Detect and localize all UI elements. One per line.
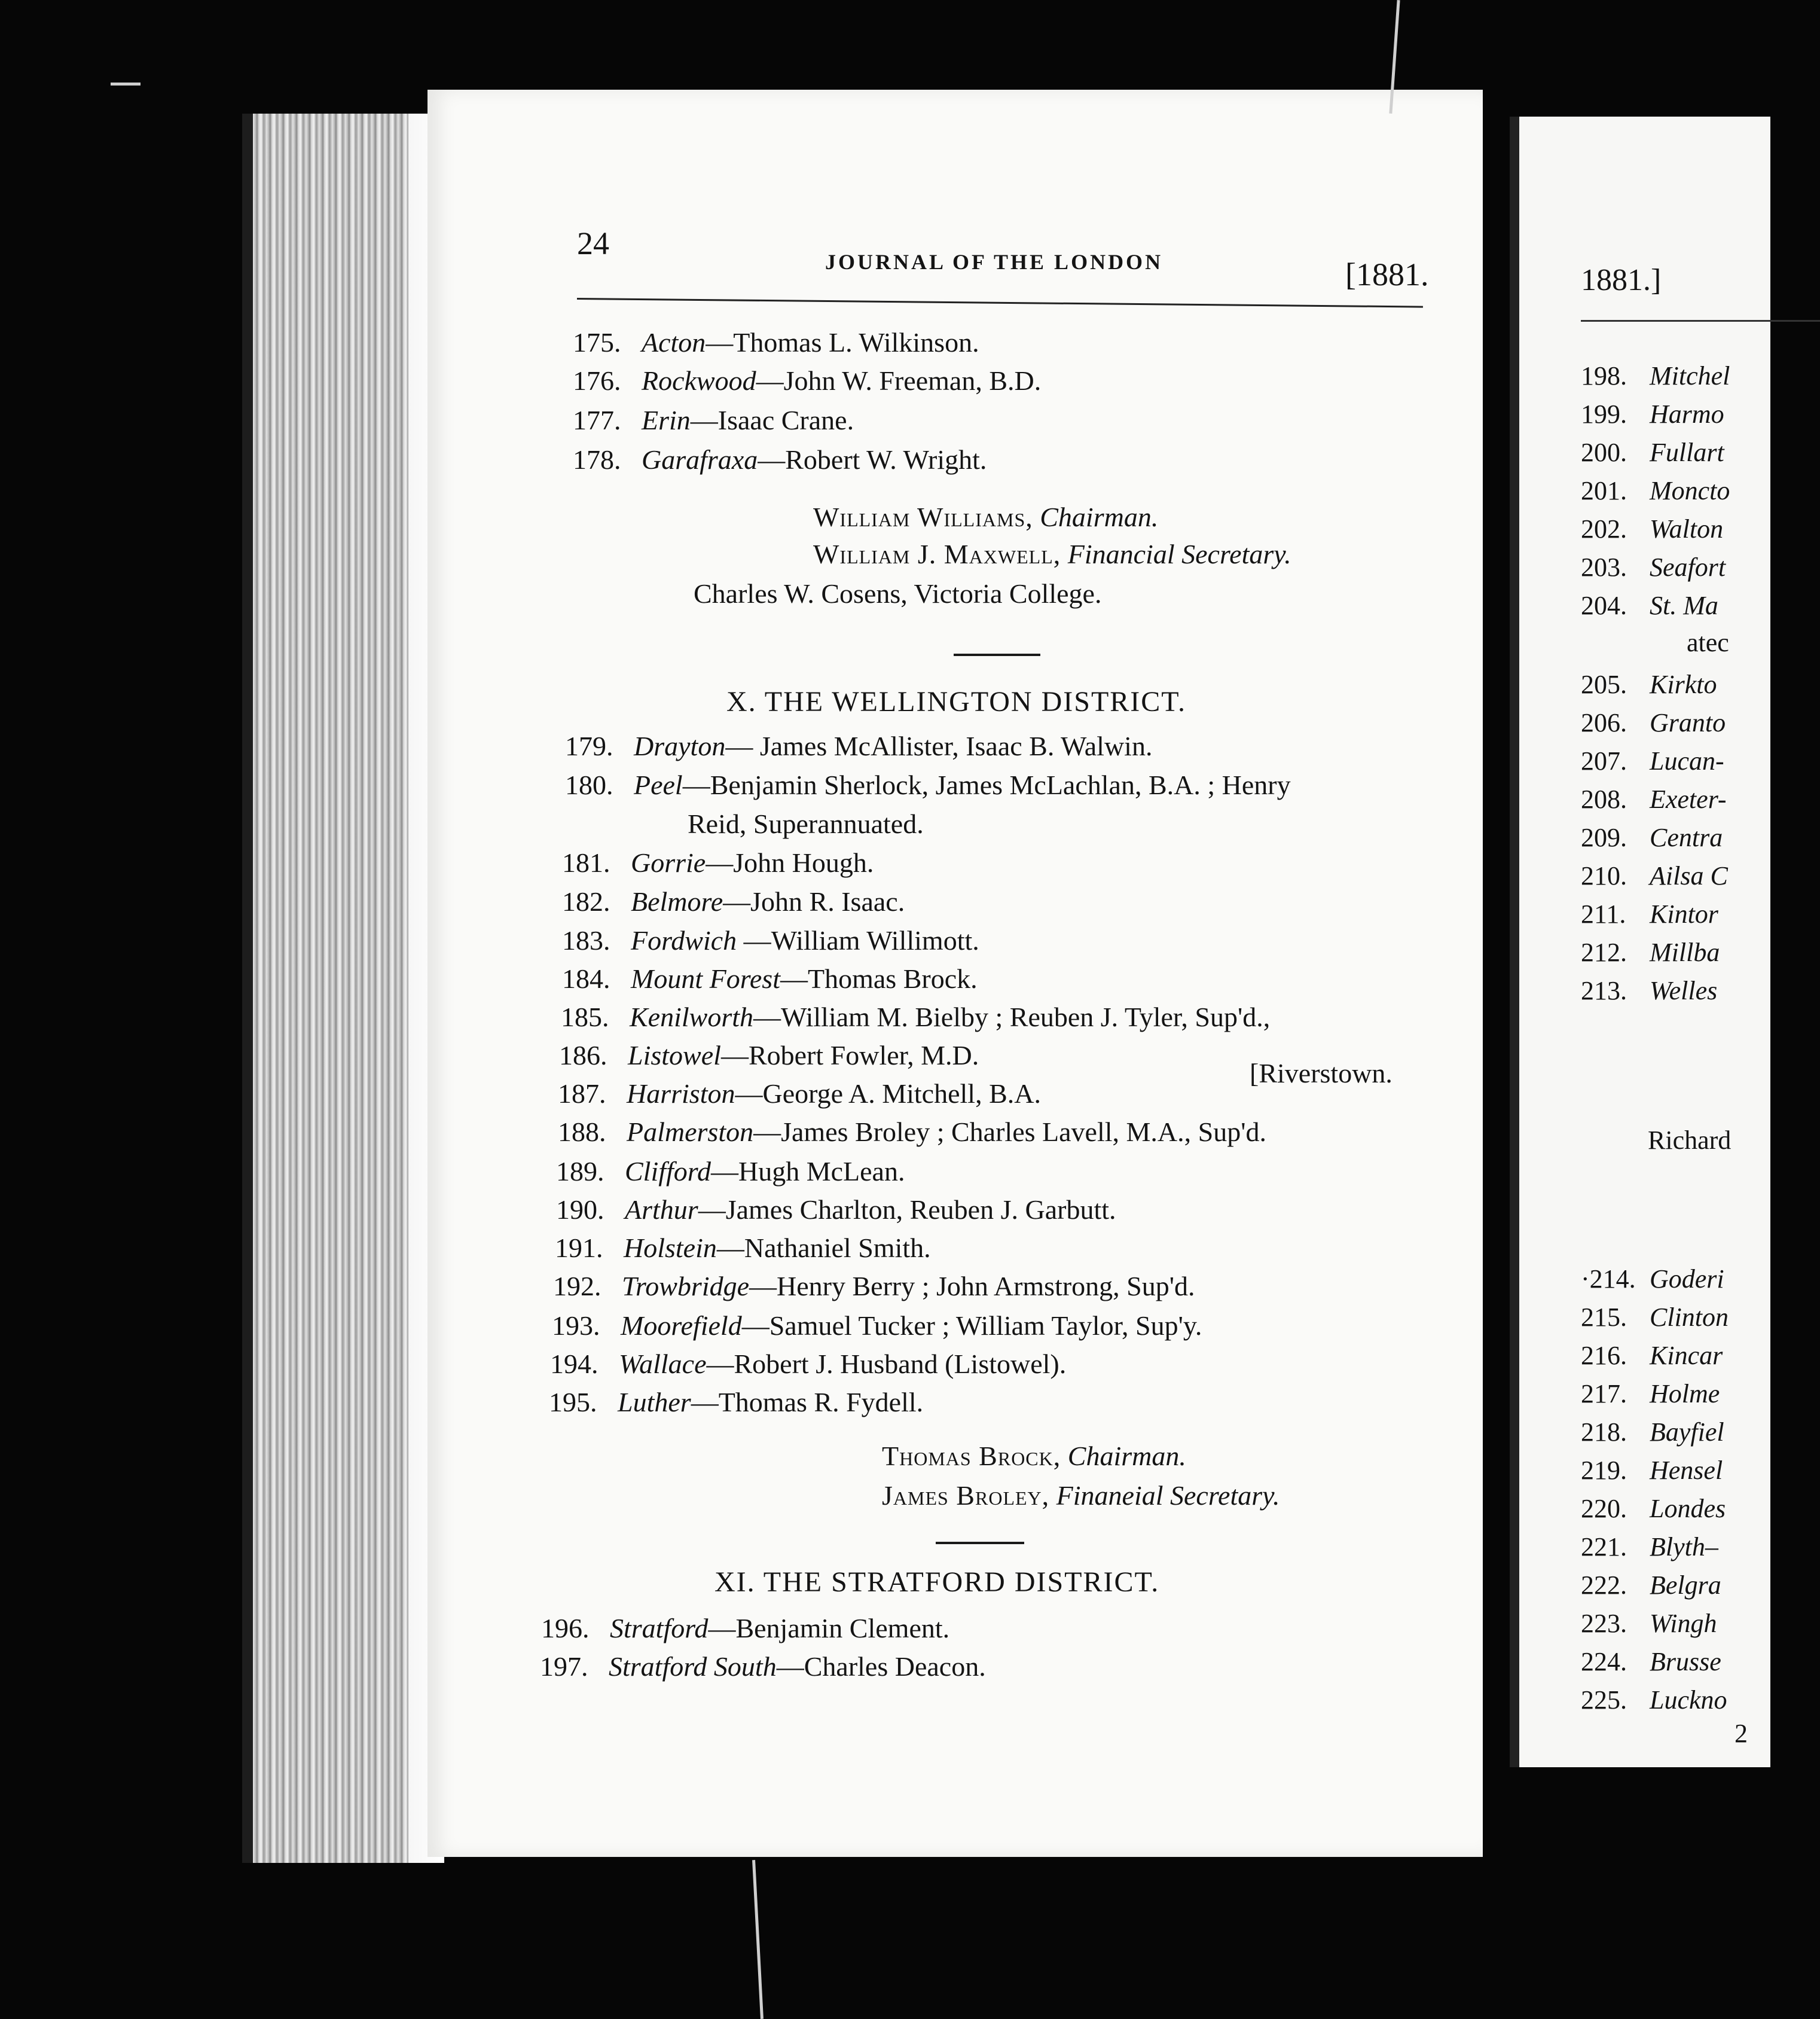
list-item bbox=[1581, 478, 1730, 504]
entry-names: —William M. Bielby ; Reuben J. Tyler, Sup'd., bbox=[753, 1002, 1271, 1032]
entry-place: Belmore bbox=[631, 886, 723, 917]
chairman-name: Thomas Brock, bbox=[882, 1441, 1061, 1471]
signature-secretary bbox=[813, 541, 1291, 568]
entry-number: 207. bbox=[1581, 746, 1627, 776]
entry-number: 213. bbox=[1581, 976, 1627, 1005]
entry-number: 211. bbox=[1581, 899, 1626, 929]
entry-names: —Henry Berry ; John Armstrong, Sup'd. bbox=[749, 1271, 1195, 1301]
entry-place: Brusse bbox=[1650, 1647, 1721, 1676]
list-item bbox=[1581, 672, 1717, 698]
list-item bbox=[1581, 978, 1717, 1004]
entry-names: —Nathaniel Smith. bbox=[716, 1233, 931, 1263]
secretary-role: Finaneial Secretary. bbox=[1056, 1480, 1280, 1511]
entry-place: Wallace bbox=[619, 1349, 707, 1379]
entry-place: St. Ma bbox=[1650, 591, 1718, 620]
list-item bbox=[1581, 1496, 1726, 1522]
entry-number: 218. bbox=[1581, 1417, 1627, 1447]
entry-place: Fullart bbox=[1650, 438, 1724, 467]
list-item bbox=[573, 329, 979, 356]
list-item bbox=[1581, 748, 1724, 774]
list-item bbox=[1581, 363, 1730, 389]
list-item bbox=[1581, 1687, 1727, 1713]
entry-names: —Charles Deacon. bbox=[776, 1651, 986, 1682]
entry-place: Blyth– bbox=[1650, 1532, 1718, 1561]
entry-place: Holstein bbox=[624, 1233, 717, 1263]
list-item bbox=[1581, 554, 1726, 581]
entry-number: 198. bbox=[1581, 361, 1627, 391]
entry-place: Londes bbox=[1650, 1494, 1726, 1523]
entry-names: —Isaac Crane. bbox=[690, 405, 854, 435]
entry-number: 176. bbox=[573, 365, 621, 396]
list-item bbox=[1581, 710, 1726, 736]
list-item bbox=[573, 446, 987, 474]
entry-number: 202. bbox=[1581, 514, 1627, 544]
list-item bbox=[550, 1350, 1066, 1378]
list-item bbox=[562, 888, 905, 916]
secretary-name: William J. Maxwell, bbox=[813, 539, 1061, 569]
chairman-role: Chairman. bbox=[1040, 502, 1159, 532]
entry-number: 177. bbox=[573, 405, 621, 435]
entry-number: 204. bbox=[1581, 591, 1627, 620]
entry-number: 200. bbox=[1581, 438, 1627, 467]
entry-place: Belgra bbox=[1650, 1570, 1721, 1600]
list-item bbox=[541, 1615, 949, 1642]
entry-number: 219. bbox=[1581, 1456, 1627, 1485]
list-item bbox=[552, 1312, 1202, 1340]
entry-place: Mount Forest bbox=[631, 963, 780, 994]
secretary-role: Financial Secretary. bbox=[1067, 539, 1291, 569]
entry-names: —Thomas R. Fydell. bbox=[691, 1387, 924, 1417]
entry-place: Clifford bbox=[625, 1156, 711, 1187]
list-item bbox=[1581, 1649, 1721, 1675]
chairman-role: Chairman. bbox=[1067, 1441, 1186, 1471]
entry-place: Harmo bbox=[1650, 399, 1724, 429]
entry-place: Hensel bbox=[1650, 1456, 1723, 1485]
entry-number: 197. bbox=[540, 1651, 588, 1682]
entry-number: 224. bbox=[1581, 1647, 1627, 1676]
entry-names: —Robert W. Wright. bbox=[758, 444, 987, 475]
entry-aside: [Riverstown. bbox=[1250, 1058, 1393, 1088]
list-item bbox=[1581, 1266, 1724, 1292]
entry-number: 189. bbox=[556, 1156, 604, 1187]
entry-place: Holme bbox=[1650, 1379, 1720, 1408]
right-page bbox=[1510, 117, 1770, 1767]
list-item bbox=[1581, 825, 1723, 851]
entry-place: Harriston bbox=[627, 1078, 735, 1109]
entry-names: —William Willimott. bbox=[737, 925, 979, 956]
entry-number: 195. bbox=[549, 1387, 597, 1417]
entry-number: 186. bbox=[559, 1040, 607, 1071]
list-item bbox=[1581, 1419, 1724, 1445]
list-item bbox=[558, 1080, 1041, 1108]
list-item bbox=[562, 927, 979, 954]
list-item bbox=[556, 1196, 1116, 1224]
entry-number: 183. bbox=[562, 925, 610, 956]
list-item bbox=[1581, 1611, 1717, 1637]
entry-number: 208. bbox=[1581, 785, 1627, 814]
list-item bbox=[540, 1653, 986, 1681]
entry-names: —Benjamin Sherlock, James McLachlan, B.A. ; Henry bbox=[682, 770, 1291, 800]
book-page-edges bbox=[242, 114, 444, 1863]
signature-fragment: Richard bbox=[1648, 1126, 1732, 1155]
list-item bbox=[1581, 1304, 1729, 1331]
entry-names: —Robert Fowler, M.D. bbox=[720, 1040, 979, 1071]
entry-place: Stratford South bbox=[609, 1651, 777, 1682]
entry-place: Luther bbox=[618, 1387, 691, 1417]
entry-place: Clinton bbox=[1650, 1303, 1729, 1332]
entry-place: Kintor bbox=[1650, 899, 1718, 929]
section-divider bbox=[954, 654, 1040, 656]
entry-place: Kincar bbox=[1650, 1341, 1723, 1370]
entry-place: Bayfiel bbox=[1650, 1417, 1724, 1447]
list-item bbox=[1581, 901, 1718, 928]
entry-number: ·214. bbox=[1581, 1264, 1636, 1294]
entry-place: Gorrie bbox=[631, 847, 706, 878]
list-item bbox=[565, 733, 1152, 760]
entry-number: 221. bbox=[1581, 1532, 1627, 1561]
running-year: [1881. bbox=[1345, 257, 1429, 292]
entry-place: Kenilworth bbox=[630, 1002, 754, 1032]
entry-number: 206. bbox=[1581, 708, 1627, 737]
entry-place: Lucan- bbox=[1650, 746, 1724, 776]
entry-place: Moorefield bbox=[621, 1310, 742, 1341]
entry-number: 182. bbox=[562, 886, 610, 917]
entry-place: Drayton bbox=[634, 731, 726, 761]
entry-number: 188. bbox=[558, 1117, 606, 1147]
list-item bbox=[562, 849, 874, 877]
signature-secretary bbox=[882, 1482, 1280, 1509]
section-heading: XI. THE STRATFORD DISTRICT. bbox=[714, 1566, 1160, 1598]
entry-place: Listowel bbox=[628, 1040, 721, 1071]
list-item bbox=[1581, 940, 1720, 966]
entry-names: — James McAllister, Isaac B. Walwin. bbox=[725, 731, 1153, 761]
entry-number: 222. bbox=[1581, 1570, 1627, 1600]
list-item bbox=[1581, 516, 1723, 542]
list-item bbox=[1581, 863, 1728, 889]
entry-place: Palmerston bbox=[627, 1117, 754, 1147]
entry-continuation: 2 bbox=[1735, 1719, 1748, 1748]
entry-number: 220. bbox=[1581, 1494, 1627, 1523]
entry-place: Fordwich bbox=[631, 925, 737, 956]
entry-place: Garafraxa bbox=[642, 444, 758, 475]
entry-place: Arthur bbox=[625, 1194, 698, 1225]
list-item bbox=[1581, 401, 1724, 428]
list-item bbox=[562, 965, 978, 993]
list-item bbox=[553, 1273, 1195, 1300]
list-item bbox=[1581, 1457, 1723, 1484]
page-number: 24 bbox=[577, 225, 609, 261]
list-item bbox=[558, 1118, 1266, 1146]
entry-place: Wingh bbox=[1650, 1609, 1717, 1638]
list-item bbox=[1581, 1572, 1721, 1599]
entry-number: 215. bbox=[1581, 1303, 1627, 1332]
entry-place: Ailsa C bbox=[1650, 861, 1728, 890]
entry-continuation: atec bbox=[1687, 628, 1729, 657]
entry-number: 205. bbox=[1581, 670, 1627, 699]
list-item bbox=[549, 1389, 923, 1416]
scan-scratch bbox=[752, 1860, 764, 2019]
entry-number: 175. bbox=[573, 327, 621, 358]
entry-place: Erin bbox=[642, 405, 691, 435]
entry-place: Luckno bbox=[1650, 1685, 1727, 1715]
entry-number: 225. bbox=[1581, 1685, 1627, 1715]
entry-place: Welles bbox=[1650, 976, 1718, 1005]
secretary-name: James Broley, bbox=[882, 1480, 1050, 1511]
entry-place: Goderi bbox=[1650, 1264, 1724, 1294]
entry-number: 181. bbox=[562, 847, 610, 878]
entry-place: Peel bbox=[634, 770, 683, 800]
entry-names: —George A. Mitchell, B.A. bbox=[735, 1078, 1041, 1109]
entry-place: Rockwood bbox=[642, 365, 756, 396]
entry-names: —Thomas L. Wilkinson. bbox=[706, 327, 979, 358]
entry-number: 193. bbox=[552, 1310, 600, 1341]
entry-place: Trowbridge bbox=[622, 1271, 750, 1301]
list-item bbox=[573, 367, 1041, 395]
section-divider bbox=[936, 1542, 1024, 1544]
entry-number: 199. bbox=[1581, 399, 1627, 429]
entry-place: Acton bbox=[642, 327, 706, 358]
entry-names: —John R. Isaac. bbox=[723, 886, 905, 917]
entry-names: —James Broley ; Charles Lavell, M.A., Sup'd. bbox=[753, 1117, 1267, 1147]
entry-number: 180. bbox=[565, 770, 613, 800]
entry-number: 185. bbox=[561, 1002, 609, 1032]
entry-number: 203. bbox=[1581, 553, 1627, 582]
entry-number: 179. bbox=[565, 731, 613, 761]
entry-place: Centra bbox=[1650, 823, 1723, 852]
list-item bbox=[556, 1158, 905, 1185]
list-item bbox=[1581, 1343, 1723, 1369]
entry-place: Millba bbox=[1650, 938, 1720, 967]
right-page-year: 1881.] bbox=[1581, 263, 1662, 297]
entry-place: Exeter- bbox=[1650, 785, 1727, 814]
signature-college: Charles W. Cosens, Victoria College. bbox=[694, 578, 1102, 609]
list-item bbox=[1581, 1534, 1718, 1560]
entry-names: —John Hough. bbox=[706, 847, 874, 878]
chairman-name: William Williams, bbox=[813, 502, 1033, 532]
entry-place: Kirkto bbox=[1650, 670, 1717, 699]
section-heading: X. THE WELLINGTON DISTRICT. bbox=[726, 686, 1187, 718]
list-item bbox=[1581, 786, 1727, 813]
entry-number: 212. bbox=[1581, 938, 1627, 967]
signature-chairman bbox=[882, 1442, 1186, 1470]
entry-number: 194. bbox=[550, 1349, 598, 1379]
entry-names: —Benjamin Clement. bbox=[708, 1613, 950, 1643]
list-item bbox=[573, 407, 854, 434]
entry-number: 178. bbox=[573, 444, 621, 475]
entry-place: Stratford bbox=[610, 1613, 709, 1643]
entry-number: 210. bbox=[1581, 861, 1627, 890]
entry-place: Seafort bbox=[1650, 553, 1726, 582]
entry-place: Granto bbox=[1650, 708, 1726, 737]
list-item bbox=[1581, 440, 1724, 466]
entry-number: 201. bbox=[1581, 476, 1627, 505]
signature-chairman bbox=[813, 504, 1158, 531]
entry-number: 217. bbox=[1581, 1379, 1627, 1408]
entry-names: —John W. Freeman, B.D. bbox=[756, 365, 1042, 396]
entry-place: Mitchel bbox=[1650, 361, 1730, 391]
entry-number: 209. bbox=[1581, 823, 1627, 852]
right-page-header-rule bbox=[1581, 320, 1820, 322]
list-item bbox=[565, 771, 1291, 799]
list-item bbox=[559, 1042, 979, 1069]
list-item bbox=[561, 1004, 1270, 1031]
entry-place: Moncto bbox=[1650, 476, 1730, 505]
entry-number: 187. bbox=[558, 1078, 606, 1109]
list-item bbox=[555, 1234, 931, 1262]
entry-continuation: Reid, Superannuated. bbox=[688, 809, 924, 839]
entry-names: —Hugh McLean. bbox=[711, 1156, 905, 1187]
list-item bbox=[1581, 593, 1718, 619]
entry-number: 223. bbox=[1581, 1609, 1627, 1638]
entry-names: —Robert J. Husband (Listowel). bbox=[706, 1349, 1067, 1379]
entry-number: 216. bbox=[1581, 1341, 1627, 1370]
scan-scratch bbox=[111, 83, 141, 86]
entry-number: 190. bbox=[556, 1194, 604, 1225]
entry-place: Walton bbox=[1650, 514, 1724, 544]
entry-number: 192. bbox=[553, 1271, 601, 1301]
running-title: JOURNAL OF THE LONDON bbox=[825, 250, 1164, 274]
entry-names: —Samuel Tucker ; William Taylor, Sup'y. bbox=[741, 1310, 1202, 1341]
entry-number: 191. bbox=[555, 1233, 603, 1263]
list-item bbox=[1581, 1381, 1720, 1407]
entry-names: —James Charlton, Reuben J. Garbutt. bbox=[698, 1194, 1116, 1225]
entry-number: 184. bbox=[562, 963, 610, 994]
entry-names: —Thomas Brock. bbox=[780, 963, 978, 994]
entry-number: 196. bbox=[541, 1613, 590, 1643]
